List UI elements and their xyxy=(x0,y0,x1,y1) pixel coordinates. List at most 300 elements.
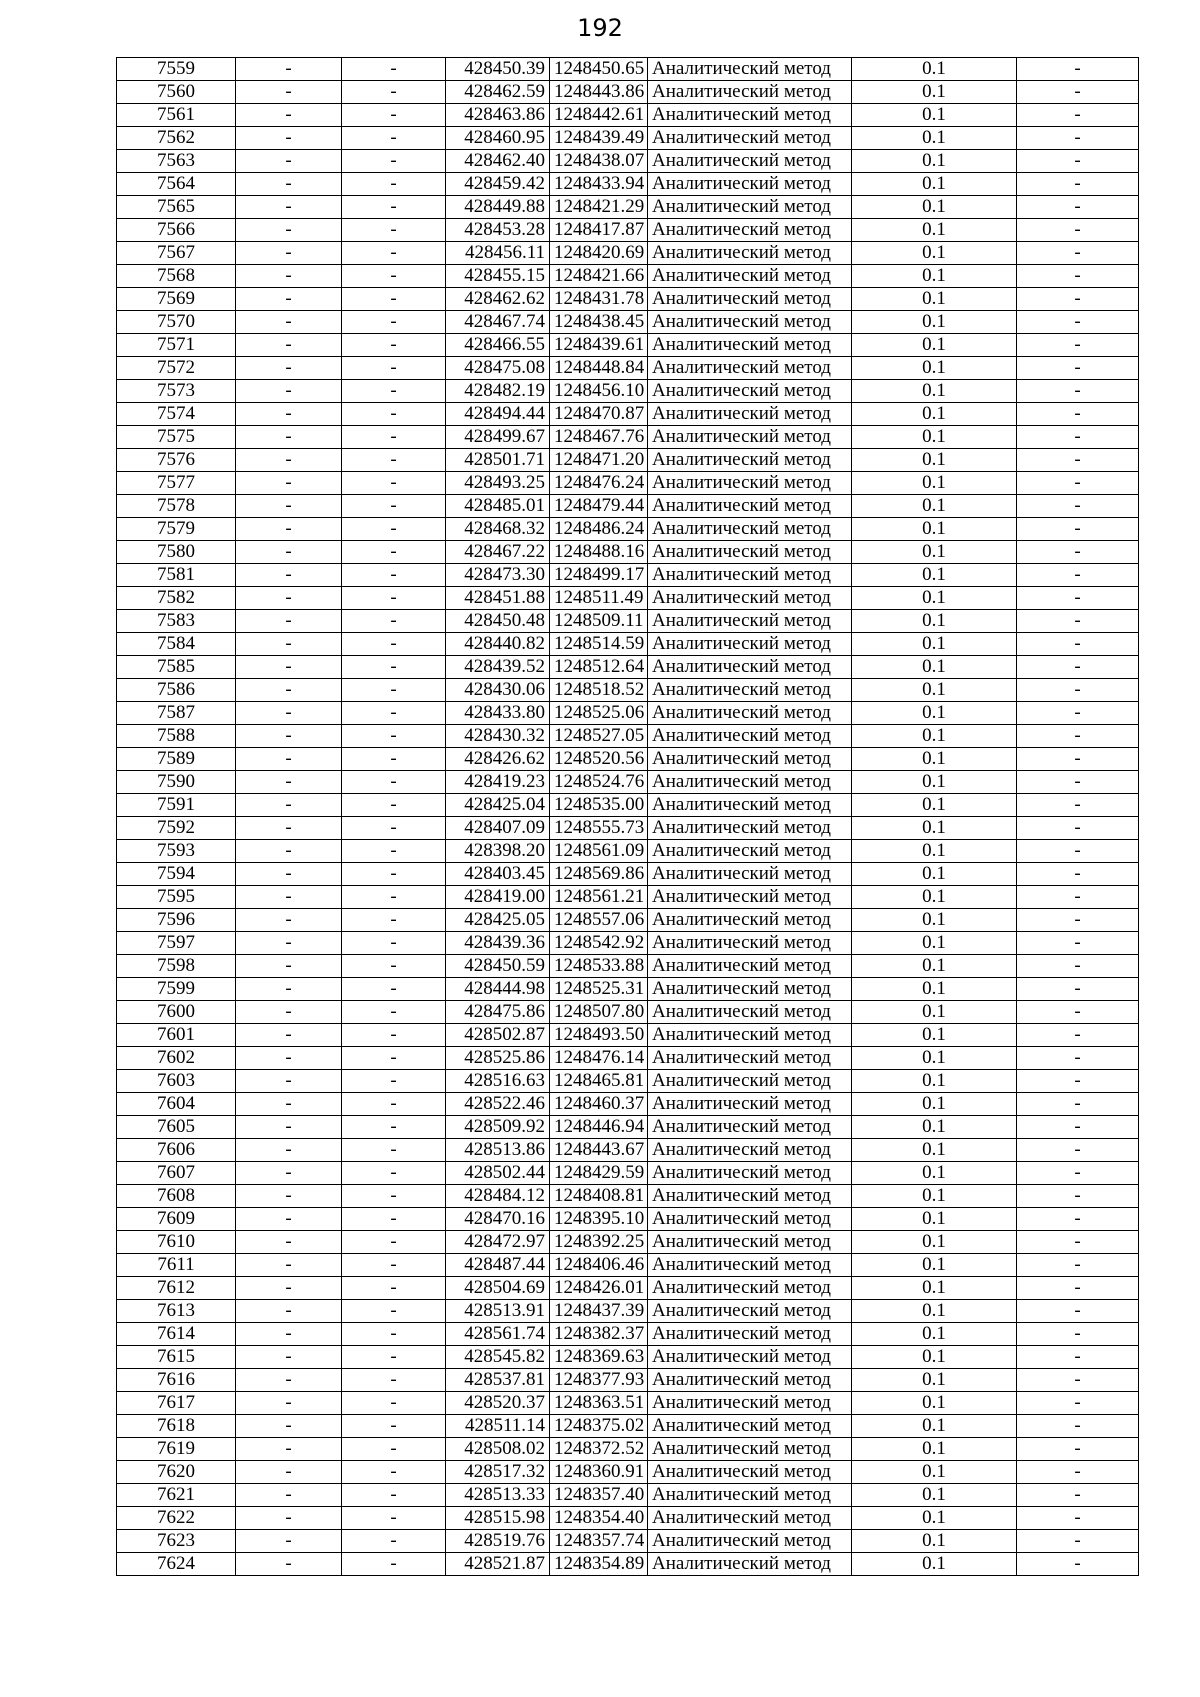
y-coordinate-cell: 1248446.94 xyxy=(550,1116,648,1139)
dash-cell: - xyxy=(236,1024,342,1047)
x-coordinate-cell: 428519.76 xyxy=(446,1530,550,1553)
dash-cell: - xyxy=(236,403,342,426)
point-number-cell: 7583 xyxy=(117,610,236,633)
y-coordinate-cell: 1248429.59 xyxy=(550,1162,648,1185)
dash-cell: - xyxy=(342,1093,446,1116)
point-number-cell: 7623 xyxy=(117,1530,236,1553)
y-coordinate-cell: 1248360.91 xyxy=(550,1461,648,1484)
dash-cell: - xyxy=(236,909,342,932)
dash-cell: - xyxy=(1017,1438,1139,1461)
dash-cell: - xyxy=(236,817,342,840)
dash-cell: - xyxy=(236,1093,342,1116)
y-coordinate-cell: 1248525.06 xyxy=(550,702,648,725)
accuracy-cell: 0.1 xyxy=(852,472,1017,495)
y-coordinate-cell: 1248431.78 xyxy=(550,288,648,311)
method-cell: Аналитический метод xyxy=(648,1300,852,1323)
x-coordinate-cell: 428403.45 xyxy=(446,863,550,886)
method-cell: Аналитический метод xyxy=(648,1093,852,1116)
method-cell: Аналитический метод xyxy=(648,495,852,518)
dash-cell: - xyxy=(236,1139,342,1162)
y-coordinate-cell: 1248421.66 xyxy=(550,265,648,288)
method-cell: Аналитический метод xyxy=(648,81,852,104)
method-cell: Аналитический метод xyxy=(648,288,852,311)
dash-cell: - xyxy=(1017,173,1139,196)
table-row xyxy=(117,1093,1139,1116)
point-number-cell: 7582 xyxy=(117,587,236,610)
dash-cell: - xyxy=(236,886,342,909)
dash-cell: - xyxy=(1017,1093,1139,1116)
x-coordinate-cell: 428522.46 xyxy=(446,1093,550,1116)
y-coordinate-cell: 1248426.01 xyxy=(550,1277,648,1300)
y-coordinate-cell: 1248439.61 xyxy=(550,334,648,357)
method-cell: Аналитический метод xyxy=(648,932,852,955)
accuracy-cell: 0.1 xyxy=(852,1277,1017,1300)
dash-cell: - xyxy=(236,1507,342,1530)
table-row xyxy=(117,518,1139,541)
dash-cell: - xyxy=(342,564,446,587)
dash-cell: - xyxy=(236,449,342,472)
method-cell: Аналитический метод xyxy=(648,219,852,242)
table-row xyxy=(117,1346,1139,1369)
method-cell: Аналитический метод xyxy=(648,242,852,265)
dash-cell: - xyxy=(342,104,446,127)
dash-cell: - xyxy=(236,955,342,978)
dash-cell: - xyxy=(342,311,446,334)
table-row xyxy=(117,265,1139,288)
table-row xyxy=(117,127,1139,150)
table-row xyxy=(117,1438,1139,1461)
method-cell: Аналитический метод xyxy=(648,1024,852,1047)
point-number-cell: 7578 xyxy=(117,495,236,518)
dash-cell: - xyxy=(342,541,446,564)
table-row xyxy=(117,1530,1139,1553)
dash-cell: - xyxy=(236,1553,342,1576)
table-row xyxy=(117,173,1139,196)
dash-cell: - xyxy=(342,1484,446,1507)
x-coordinate-cell: 428462.62 xyxy=(446,288,550,311)
dash-cell: - xyxy=(1017,978,1139,1001)
y-coordinate-cell: 1248488.16 xyxy=(550,541,648,564)
accuracy-cell: 0.1 xyxy=(852,702,1017,725)
dash-cell: - xyxy=(342,1530,446,1553)
x-coordinate-cell: 428407.09 xyxy=(446,817,550,840)
dash-cell: - xyxy=(236,104,342,127)
accuracy-cell: 0.1 xyxy=(852,311,1017,334)
method-cell: Аналитический метод xyxy=(648,863,852,886)
x-coordinate-cell: 428426.62 xyxy=(446,748,550,771)
accuracy-cell: 0.1 xyxy=(852,1001,1017,1024)
method-cell: Аналитический метод xyxy=(648,541,852,564)
x-coordinate-cell: 428440.82 xyxy=(446,633,550,656)
dash-cell: - xyxy=(1017,449,1139,472)
point-number-cell: 7617 xyxy=(117,1392,236,1415)
y-coordinate-cell: 1248470.87 xyxy=(550,403,648,426)
table-row xyxy=(117,587,1139,610)
accuracy-cell: 0.1 xyxy=(852,564,1017,587)
dash-cell: - xyxy=(342,265,446,288)
y-coordinate-cell: 1248357.40 xyxy=(550,1484,648,1507)
dash-cell: - xyxy=(1017,1001,1139,1024)
x-coordinate-cell: 428561.74 xyxy=(446,1323,550,1346)
method-cell: Аналитический метод xyxy=(648,1162,852,1185)
x-coordinate-cell: 428475.08 xyxy=(446,357,550,380)
x-coordinate-cell: 428453.28 xyxy=(446,219,550,242)
point-number-cell: 7569 xyxy=(117,288,236,311)
dash-cell: - xyxy=(236,127,342,150)
table-row xyxy=(117,1001,1139,1024)
y-coordinate-cell: 1248421.29 xyxy=(550,196,648,219)
table-row xyxy=(117,909,1139,932)
method-cell: Аналитический метод xyxy=(648,173,852,196)
method-cell: Аналитический метод xyxy=(648,702,852,725)
point-number-cell: 7621 xyxy=(117,1484,236,1507)
x-coordinate-cell: 428444.98 xyxy=(446,978,550,1001)
y-coordinate-cell: 1248433.94 xyxy=(550,173,648,196)
table-row xyxy=(117,311,1139,334)
dash-cell: - xyxy=(1017,334,1139,357)
point-number-cell: 7587 xyxy=(117,702,236,725)
dash-cell: - xyxy=(236,1185,342,1208)
table-row xyxy=(117,1392,1139,1415)
dash-cell: - xyxy=(342,357,446,380)
dash-cell: - xyxy=(342,978,446,1001)
table-row xyxy=(117,886,1139,909)
method-cell: Аналитический метод xyxy=(648,426,852,449)
dash-cell: - xyxy=(1017,58,1139,81)
point-number-cell: 7560 xyxy=(117,81,236,104)
method-cell: Аналитический метод xyxy=(648,127,852,150)
accuracy-cell: 0.1 xyxy=(852,380,1017,403)
accuracy-cell: 0.1 xyxy=(852,1392,1017,1415)
y-coordinate-cell: 1248465.81 xyxy=(550,1070,648,1093)
dash-cell: - xyxy=(342,1507,446,1530)
point-number-cell: 7577 xyxy=(117,472,236,495)
method-cell: Аналитический метод xyxy=(648,1484,852,1507)
accuracy-cell: 0.1 xyxy=(852,1530,1017,1553)
dash-cell: - xyxy=(236,58,342,81)
dash-cell: - xyxy=(342,840,446,863)
y-coordinate-cell: 1248511.49 xyxy=(550,587,648,610)
dash-cell: - xyxy=(1017,1369,1139,1392)
method-cell: Аналитический метод xyxy=(648,656,852,679)
y-coordinate-cell: 1248354.89 xyxy=(550,1553,648,1576)
dash-cell: - xyxy=(342,1553,446,1576)
table-row xyxy=(117,1116,1139,1139)
dash-cell: - xyxy=(236,794,342,817)
table-row xyxy=(117,1231,1139,1254)
accuracy-cell: 0.1 xyxy=(852,1553,1017,1576)
point-number-cell: 7594 xyxy=(117,863,236,886)
x-coordinate-cell: 428525.86 xyxy=(446,1047,550,1070)
dash-cell: - xyxy=(236,518,342,541)
point-number-cell: 7613 xyxy=(117,1300,236,1323)
table-row xyxy=(117,242,1139,265)
method-cell: Аналитический метод xyxy=(648,1254,852,1277)
method-cell: Аналитический метод xyxy=(648,633,852,656)
accuracy-cell: 0.1 xyxy=(852,288,1017,311)
method-cell: Аналитический метод xyxy=(648,1461,852,1484)
accuracy-cell: 0.1 xyxy=(852,955,1017,978)
point-number-cell: 7597 xyxy=(117,932,236,955)
dash-cell: - xyxy=(342,633,446,656)
point-number-cell: 7576 xyxy=(117,449,236,472)
point-number-cell: 7574 xyxy=(117,403,236,426)
accuracy-cell: 0.1 xyxy=(852,1507,1017,1530)
accuracy-cell: 0.1 xyxy=(852,748,1017,771)
dash-cell: - xyxy=(1017,587,1139,610)
table-row xyxy=(117,472,1139,495)
page-number: 192 xyxy=(577,14,623,42)
x-coordinate-cell: 428509.92 xyxy=(446,1116,550,1139)
point-number-cell: 7563 xyxy=(117,150,236,173)
method-cell: Аналитический метод xyxy=(648,679,852,702)
accuracy-cell: 0.1 xyxy=(852,1438,1017,1461)
y-coordinate-cell: 1248437.39 xyxy=(550,1300,648,1323)
method-cell: Аналитический метод xyxy=(648,909,852,932)
dash-cell: - xyxy=(1017,104,1139,127)
dash-cell: - xyxy=(1017,748,1139,771)
accuracy-cell: 0.1 xyxy=(852,1139,1017,1162)
y-coordinate-cell: 1248557.06 xyxy=(550,909,648,932)
x-coordinate-cell: 428467.74 xyxy=(446,311,550,334)
dash-cell: - xyxy=(236,242,342,265)
point-number-cell: 7600 xyxy=(117,1001,236,1024)
dash-cell: - xyxy=(236,725,342,748)
table-row xyxy=(117,748,1139,771)
dash-cell: - xyxy=(1017,1415,1139,1438)
y-coordinate-cell: 1248382.37 xyxy=(550,1323,648,1346)
x-coordinate-cell: 428482.19 xyxy=(446,380,550,403)
accuracy-cell: 0.1 xyxy=(852,1024,1017,1047)
dash-cell: - xyxy=(342,1300,446,1323)
dash-cell: - xyxy=(1017,1254,1139,1277)
point-number-cell: 7601 xyxy=(117,1024,236,1047)
point-number-cell: 7559 xyxy=(117,58,236,81)
dash-cell: - xyxy=(236,81,342,104)
x-coordinate-cell: 428475.86 xyxy=(446,1001,550,1024)
accuracy-cell: 0.1 xyxy=(852,794,1017,817)
method-cell: Аналитический метод xyxy=(648,978,852,1001)
y-coordinate-cell: 1248438.45 xyxy=(550,311,648,334)
dash-cell: - xyxy=(342,909,446,932)
point-number-cell: 7561 xyxy=(117,104,236,127)
method-cell: Аналитический метод xyxy=(648,1139,852,1162)
dash-cell: - xyxy=(342,495,446,518)
y-coordinate-cell: 1248354.40 xyxy=(550,1507,648,1530)
table-row xyxy=(117,771,1139,794)
table-row xyxy=(117,426,1139,449)
dash-cell: - xyxy=(1017,495,1139,518)
table-row xyxy=(117,1323,1139,1346)
x-coordinate-cell: 428515.98 xyxy=(446,1507,550,1530)
y-coordinate-cell: 1248555.73 xyxy=(550,817,648,840)
point-number-cell: 7615 xyxy=(117,1346,236,1369)
table-row xyxy=(117,1208,1139,1231)
table-row xyxy=(117,1185,1139,1208)
dash-cell: - xyxy=(236,1116,342,1139)
y-coordinate-cell: 1248392.25 xyxy=(550,1231,648,1254)
point-number-cell: 7598 xyxy=(117,955,236,978)
x-coordinate-cell: 428493.25 xyxy=(446,472,550,495)
dash-cell: - xyxy=(236,1254,342,1277)
x-coordinate-cell: 428463.86 xyxy=(446,104,550,127)
dash-cell: - xyxy=(342,380,446,403)
dash-cell: - xyxy=(236,932,342,955)
dash-cell: - xyxy=(342,932,446,955)
dash-cell: - xyxy=(1017,886,1139,909)
x-coordinate-cell: 428466.55 xyxy=(446,334,550,357)
x-coordinate-cell: 428449.88 xyxy=(446,196,550,219)
method-cell: Аналитический метод xyxy=(648,58,852,81)
dash-cell: - xyxy=(236,679,342,702)
dash-cell: - xyxy=(1017,656,1139,679)
dash-cell: - xyxy=(342,656,446,679)
dash-cell: - xyxy=(1017,472,1139,495)
dash-cell: - xyxy=(236,173,342,196)
x-coordinate-cell: 428537.81 xyxy=(446,1369,550,1392)
accuracy-cell: 0.1 xyxy=(852,403,1017,426)
y-coordinate-cell: 1248408.81 xyxy=(550,1185,648,1208)
accuracy-cell: 0.1 xyxy=(852,449,1017,472)
accuracy-cell: 0.1 xyxy=(852,1070,1017,1093)
dash-cell: - xyxy=(1017,1208,1139,1231)
table-row xyxy=(117,840,1139,863)
dash-cell: - xyxy=(1017,840,1139,863)
dash-cell: - xyxy=(1017,794,1139,817)
accuracy-cell: 0.1 xyxy=(852,909,1017,932)
dash-cell: - xyxy=(1017,288,1139,311)
method-cell: Аналитический метод xyxy=(648,955,852,978)
dash-cell: - xyxy=(342,725,446,748)
table-row xyxy=(117,978,1139,1001)
dash-cell: - xyxy=(236,840,342,863)
dash-cell: - xyxy=(236,656,342,679)
accuracy-cell: 0.1 xyxy=(852,978,1017,1001)
method-cell: Аналитический метод xyxy=(648,1001,852,1024)
table-row xyxy=(117,564,1139,587)
accuracy-cell: 0.1 xyxy=(852,771,1017,794)
table-row xyxy=(117,449,1139,472)
table-row xyxy=(117,1254,1139,1277)
point-number-cell: 7590 xyxy=(117,771,236,794)
y-coordinate-cell: 1248369.63 xyxy=(550,1346,648,1369)
dash-cell: - xyxy=(1017,1139,1139,1162)
x-coordinate-cell: 428439.52 xyxy=(446,656,550,679)
point-number-cell: 7571 xyxy=(117,334,236,357)
point-number-cell: 7624 xyxy=(117,1553,236,1576)
dash-cell: - xyxy=(342,1254,446,1277)
table-row xyxy=(117,1484,1139,1507)
y-coordinate-cell: 1248467.76 xyxy=(550,426,648,449)
dash-cell: - xyxy=(1017,1300,1139,1323)
accuracy-cell: 0.1 xyxy=(852,150,1017,173)
method-cell: Аналитический метод xyxy=(648,472,852,495)
method-cell: Аналитический метод xyxy=(648,357,852,380)
accuracy-cell: 0.1 xyxy=(852,1461,1017,1484)
point-number-cell: 7599 xyxy=(117,978,236,1001)
accuracy-cell: 0.1 xyxy=(852,357,1017,380)
point-number-cell: 7607 xyxy=(117,1162,236,1185)
method-cell: Аналитический метод xyxy=(648,564,852,587)
x-coordinate-cell: 428450.48 xyxy=(446,610,550,633)
x-coordinate-cell: 428502.44 xyxy=(446,1162,550,1185)
table-row xyxy=(117,1553,1139,1576)
method-cell: Аналитический метод xyxy=(648,150,852,173)
accuracy-cell: 0.1 xyxy=(852,1231,1017,1254)
x-coordinate-cell: 428398.20 xyxy=(446,840,550,863)
accuracy-cell: 0.1 xyxy=(852,725,1017,748)
dash-cell: - xyxy=(1017,564,1139,587)
table-row xyxy=(117,794,1139,817)
y-coordinate-cell: 1248518.52 xyxy=(550,679,648,702)
y-coordinate-cell: 1248524.76 xyxy=(550,771,648,794)
table-row xyxy=(117,1461,1139,1484)
method-cell: Аналитический метод xyxy=(648,196,852,219)
x-coordinate-cell: 428455.15 xyxy=(446,265,550,288)
point-number-cell: 7618 xyxy=(117,1415,236,1438)
dash-cell: - xyxy=(1017,541,1139,564)
dash-cell: - xyxy=(1017,1277,1139,1300)
y-coordinate-cell: 1248460.37 xyxy=(550,1093,648,1116)
accuracy-cell: 0.1 xyxy=(852,679,1017,702)
method-cell: Аналитический метод xyxy=(648,265,852,288)
x-coordinate-cell: 428517.32 xyxy=(446,1461,550,1484)
dash-cell: - xyxy=(342,1461,446,1484)
dash-cell: - xyxy=(236,1300,342,1323)
point-number-cell: 7604 xyxy=(117,1093,236,1116)
y-coordinate-cell: 1248569.86 xyxy=(550,863,648,886)
point-number-cell: 7585 xyxy=(117,656,236,679)
dash-cell: - xyxy=(342,472,446,495)
accuracy-cell: 0.1 xyxy=(852,1093,1017,1116)
y-coordinate-cell: 1248535.00 xyxy=(550,794,648,817)
x-coordinate-cell: 428520.37 xyxy=(446,1392,550,1415)
dash-cell: - xyxy=(1017,771,1139,794)
table-row xyxy=(117,495,1139,518)
accuracy-cell: 0.1 xyxy=(852,863,1017,886)
dash-cell: - xyxy=(1017,1461,1139,1484)
x-coordinate-cell: 428504.69 xyxy=(446,1277,550,1300)
table-row xyxy=(117,656,1139,679)
dash-cell: - xyxy=(236,541,342,564)
dash-cell: - xyxy=(342,403,446,426)
point-number-cell: 7608 xyxy=(117,1185,236,1208)
dash-cell: - xyxy=(236,265,342,288)
method-cell: Аналитический метод xyxy=(648,1438,852,1461)
dash-cell: - xyxy=(1017,219,1139,242)
method-cell: Аналитический метод xyxy=(648,725,852,748)
accuracy-cell: 0.1 xyxy=(852,426,1017,449)
dash-cell: - xyxy=(1017,1484,1139,1507)
accuracy-cell: 0.1 xyxy=(852,81,1017,104)
accuracy-cell: 0.1 xyxy=(852,1254,1017,1277)
method-cell: Аналитический метод xyxy=(648,380,852,403)
accuracy-cell: 0.1 xyxy=(852,886,1017,909)
accuracy-cell: 0.1 xyxy=(852,265,1017,288)
x-coordinate-cell: 428419.00 xyxy=(446,886,550,909)
dash-cell: - xyxy=(236,610,342,633)
point-number-cell: 7611 xyxy=(117,1254,236,1277)
point-number-cell: 7584 xyxy=(117,633,236,656)
dash-cell: - xyxy=(236,771,342,794)
dash-cell: - xyxy=(236,1001,342,1024)
accuracy-cell: 0.1 xyxy=(852,1369,1017,1392)
dash-cell: - xyxy=(1017,1323,1139,1346)
method-cell: Аналитический метод xyxy=(648,748,852,771)
dash-cell: - xyxy=(1017,380,1139,403)
x-coordinate-cell: 428502.87 xyxy=(446,1024,550,1047)
x-coordinate-cell: 428508.02 xyxy=(446,1438,550,1461)
